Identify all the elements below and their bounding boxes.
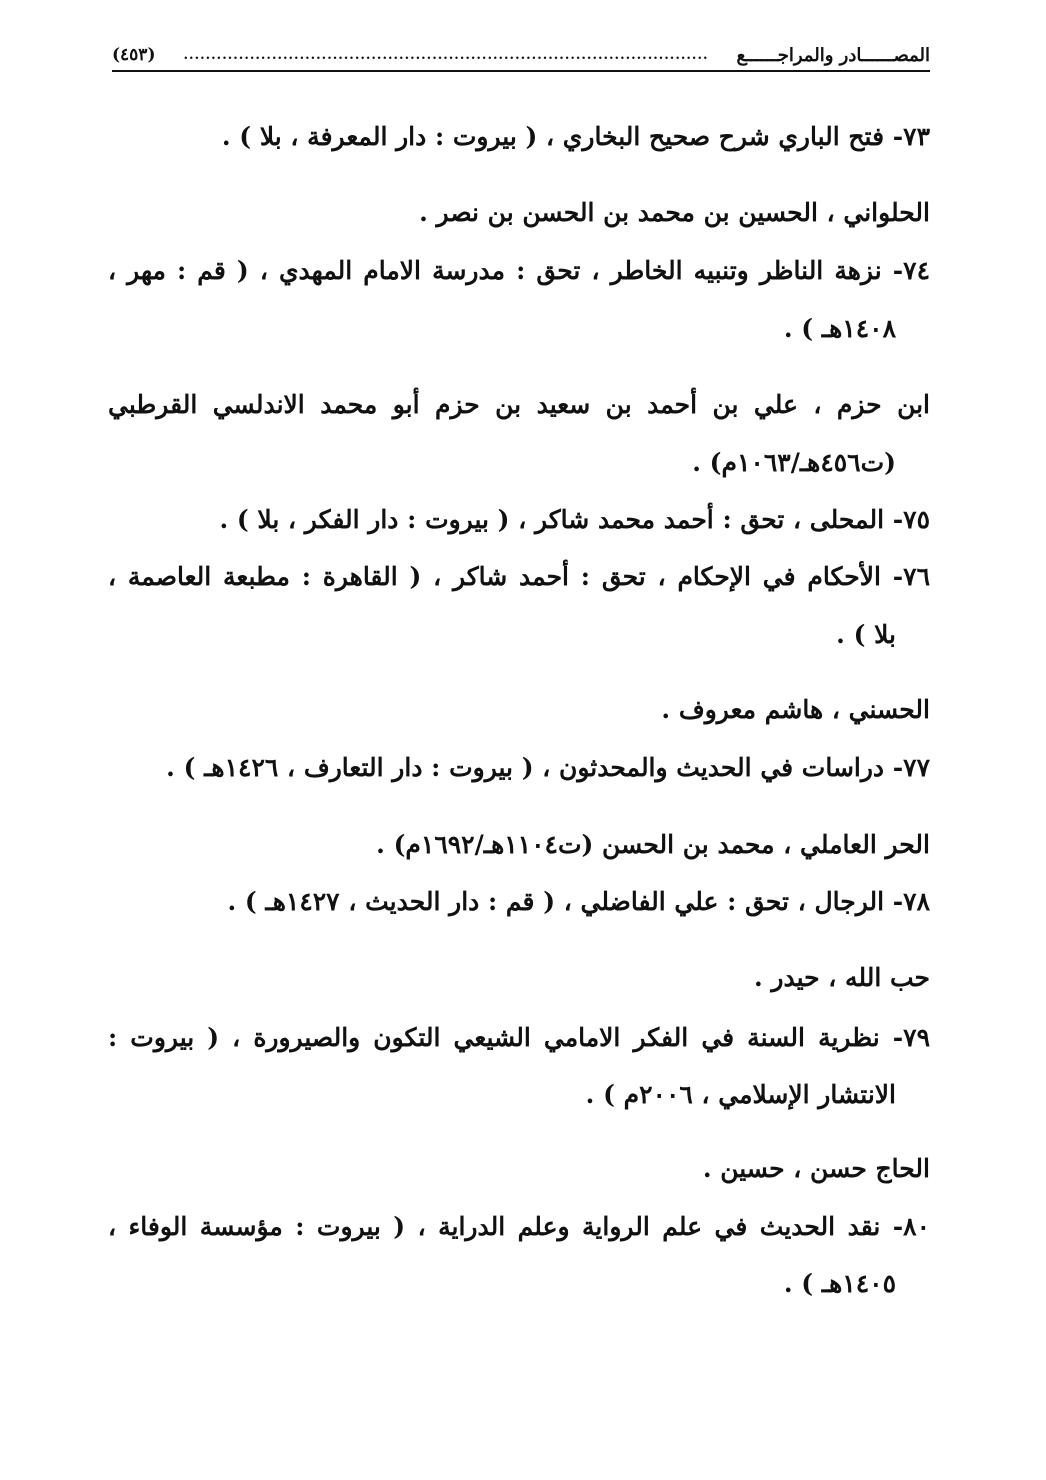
- author-hasani: الحسني ، هاشم معروف .: [661, 695, 930, 724]
- author-hubb-allah: حب الله ، حيدر .: [753, 963, 930, 992]
- author-hurr-amili: الحر العاملي ، محمد بن الحسن (ت١١٠٤هـ/١٦٩٢م) .: [376, 830, 930, 859]
- entry-74: ٧٤- نزهة الناظر وتنبيه الخاطر ، تحق : مدرسة الامام المهدي ، ( قم : مهر ،: [108, 256, 930, 285]
- author-ibn-hazm-dates: (ت٤٥٦هـ/١٠٦٣م) .: [692, 448, 896, 477]
- entry-80-continuation: ١٤٠٥هـ ) .: [783, 1269, 896, 1298]
- entry-73: ٧٣- فتح الباري شرح صحيح البخاري ، ( بيروت : دار المعرفة ، بلا ) .: [221, 122, 930, 151]
- header-rule: [112, 70, 930, 72]
- entry-79-continuation: الانتشار الإسلامي ، ٢٠٠٦م ) .: [585, 1080, 896, 1109]
- header-title: المصــــــادر والمراجــــــع: [736, 44, 930, 66]
- entry-74-continuation: ١٤٠٨هـ ) .: [783, 314, 896, 343]
- entry-76: ٧٦- الأحكام في الإحكام ، تحق : أحمد شاكر ، ( القاهرة : مطبعة العاصمة ،: [108, 562, 930, 591]
- entry-80: ٨٠- نقد الحديث في علم الرواية وعلم الدراية ، ( بيروت : مؤسسة الوفاء ،: [108, 1212, 930, 1241]
- page-number: (٤٥٣): [112, 45, 156, 65]
- author-halwani: الحلواني ، الحسين بن محمد بن الحسن بن نصر .: [419, 198, 930, 227]
- header-leader-dots: ...............................................................................................: [183, 47, 709, 63]
- running-header: [112, 40, 930, 70]
- entry-75: ٧٥- المحلى ، تحق : أحمد محمد شاكر ، ( بيروت : دار الفكر ، بلا ) .: [219, 505, 930, 534]
- entry-78: ٧٨- الرجال ، تحق : علي الفاضلي ، ( قم : دار الحديث ، ١٤٢٧هـ ) .: [227, 887, 930, 916]
- entry-79: ٧٩- نظرية السنة في الفكر الامامي الشيعي التكون والصيرورة ، ( بيروت :: [108, 1023, 930, 1052]
- entry-77: ٧٧- دراسات في الحديث والمحدثون ، ( بيروت : دار التعارف ، ١٤٢٦هـ ) .: [166, 753, 930, 782]
- entry-76-continuation: بلا ) .: [836, 620, 896, 649]
- author-ibn-hazm: ابن حزم ، علي بن أحمد بن سعيد بن حزم أبو محمد الاندلسي القرطبي: [108, 390, 930, 419]
- author-haj-hasan: الحاج حسن ، حسين .: [702, 1154, 930, 1183]
